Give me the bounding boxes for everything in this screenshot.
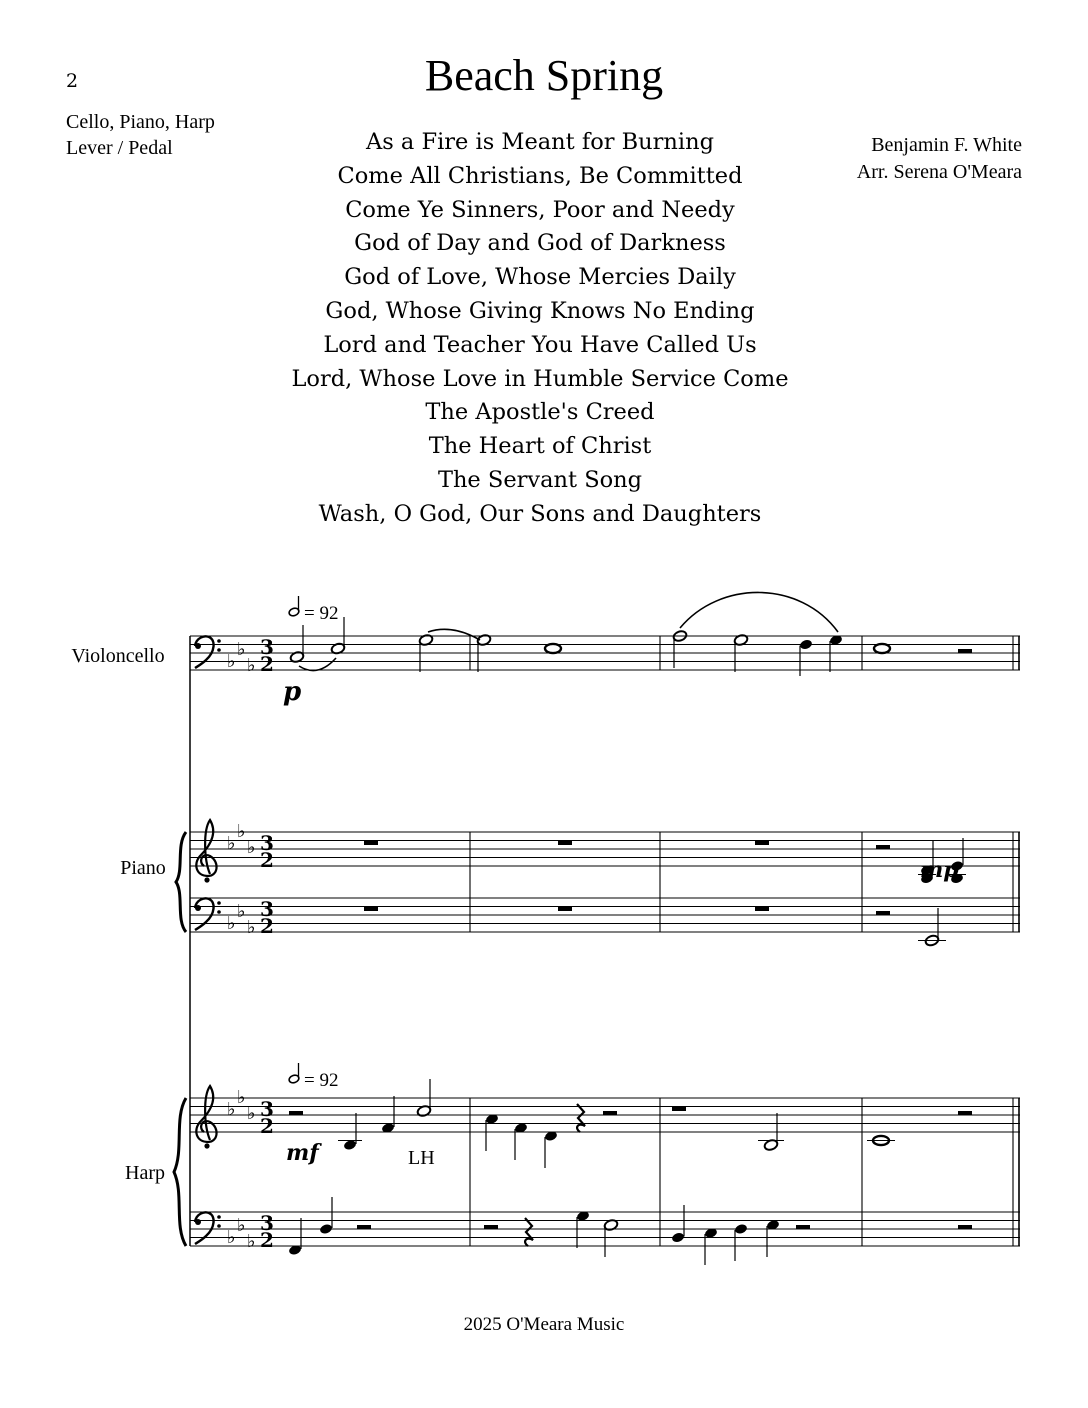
slur	[680, 592, 838, 632]
svg-text:♭: ♭	[227, 1227, 236, 1248]
svg-text:3: 3	[260, 635, 274, 659]
note-whole	[874, 644, 890, 653]
annotation-lh: LH	[408, 1147, 435, 1169]
tempo-marking-cello	[288, 596, 338, 624]
svg-text:3: 3	[260, 831, 274, 855]
cello-staff	[190, 636, 1020, 670]
instrument-label-harp: Harp	[125, 1162, 165, 1184]
hymn-title: Come All Christians, Be Committed	[337, 162, 743, 189]
hymn-title: Wash, O God, Our Sons and Daughters	[318, 500, 762, 527]
treble-clef-icon	[196, 820, 216, 883]
whole-rests	[364, 907, 890, 916]
hymn-title: God of Love, Whose Mercies Daily	[344, 264, 736, 291]
hymn-title: God of Day and God of Darkness	[354, 230, 726, 257]
svg-text:♭: ♭	[247, 1231, 256, 1252]
hymn-title: Lord and Teacher You Have Called Us	[323, 331, 757, 358]
key-signature-flats	[227, 821, 256, 858]
svg-text:2: 2	[260, 652, 274, 676]
bass-clef-icon	[195, 898, 221, 930]
svg-text:3: 3	[260, 1211, 274, 1235]
time-signature	[260, 635, 274, 676]
note-whole	[545, 644, 561, 653]
copyright-footer: 2025 O'Meara Music	[463, 1314, 625, 1335]
time-signature	[260, 897, 274, 938]
instrument-label-piano: Piano	[120, 857, 166, 879]
harp-treble-measure-2	[485, 1104, 617, 1168]
composer: Benjamin F. White	[871, 134, 1022, 156]
bass-clef-icon	[195, 1212, 221, 1244]
hymn-title: The Heart of Christ	[428, 433, 652, 460]
quarter-rest	[577, 1104, 585, 1132]
treble-clef-icon	[196, 1086, 216, 1149]
svg-text:♭: ♭	[227, 1099, 236, 1120]
svg-text:3: 3	[260, 1097, 274, 1121]
slur	[299, 658, 336, 671]
svg-text:♭: ♭	[227, 651, 236, 672]
tempo-marking-harp	[288, 1063, 338, 1091]
cello-measure-3	[672, 592, 843, 676]
svg-text:♭: ♭	[247, 1103, 256, 1124]
instrument-label-cello: Violoncello	[71, 645, 165, 667]
svg-text:♭: ♭	[247, 837, 256, 858]
svg-text:3: 3	[260, 897, 274, 921]
harp-bass-measure-3	[671, 1205, 810, 1265]
svg-text:♭: ♭	[237, 639, 246, 660]
page-number: 2	[66, 70, 79, 92]
svg-text:♭: ♭	[237, 821, 246, 842]
hymn-title: God, Whose Giving Knows No Ending	[325, 297, 755, 324]
hymn-title: Lord, Whose Love in Humble Service Come	[291, 365, 789, 392]
tempo-text: = 92	[304, 1070, 339, 1091]
time-signature	[260, 831, 274, 872]
dynamic-marking-harp: mf	[286, 1140, 319, 1166]
instrumentation-line-1: Cello, Piano, Harp	[66, 111, 215, 133]
time-signature	[260, 1097, 274, 1138]
page-title: Beach Spring	[424, 51, 664, 100]
key-signature-flats	[227, 1087, 256, 1124]
hymn-title: Come Ye Sinners, Poor and Needy	[345, 196, 735, 223]
svg-text:♭: ♭	[227, 833, 236, 854]
piano-bass-note	[918, 908, 946, 947]
svg-text:2: 2	[260, 1228, 274, 1252]
harp-barlines	[470, 1098, 1019, 1246]
piano-bass-staff	[190, 898, 1020, 932]
svg-text:2: 2	[260, 1114, 274, 1138]
hymn-title: As a Fire is Meant for Burning	[365, 129, 715, 155]
time-signature	[260, 1211, 274, 1252]
svg-text:2: 2	[260, 914, 274, 938]
note-quarter	[799, 638, 813, 650]
bass-clef-icon	[195, 636, 221, 668]
half-rest	[958, 649, 972, 654]
svg-text:♭: ♭	[247, 655, 256, 676]
dynamic-marking-piano: mp	[920, 857, 959, 883]
whole-rests	[364, 841, 890, 850]
svg-text:♭: ♭	[237, 1087, 246, 1108]
dynamic-marking-cello: p	[283, 677, 302, 707]
harp-bass-measure-2	[484, 1210, 619, 1257]
tempo-text: = 92	[304, 603, 339, 624]
svg-text:♭: ♭	[247, 917, 256, 938]
arranger: Arr. Serena O'Meara	[856, 161, 1022, 183]
svg-text:♭: ♭	[237, 901, 246, 922]
harp-bass-measure-4	[958, 1225, 972, 1230]
svg-text:2: 2	[260, 848, 274, 872]
harp-treble-measure-3	[672, 1107, 784, 1152]
hymn-title: The Servant Song	[437, 466, 643, 493]
piano-treble-staff	[190, 832, 1020, 866]
svg-text:♭: ♭	[227, 913, 236, 934]
hymn-title: The Apostle's Creed	[425, 399, 655, 426]
cello-measure-4	[874, 644, 972, 654]
quarter-rest	[525, 1218, 533, 1246]
tie	[428, 629, 480, 640]
brace-icon	[174, 1098, 186, 1246]
harp-treble-measure-4	[867, 1111, 972, 1145]
harp-bass-measure-1	[288, 1197, 371, 1256]
svg-text:♭: ♭	[237, 1215, 246, 1236]
brace-icon	[176, 832, 186, 932]
instrumentation-line-2: Lever / Pedal	[66, 137, 173, 159]
